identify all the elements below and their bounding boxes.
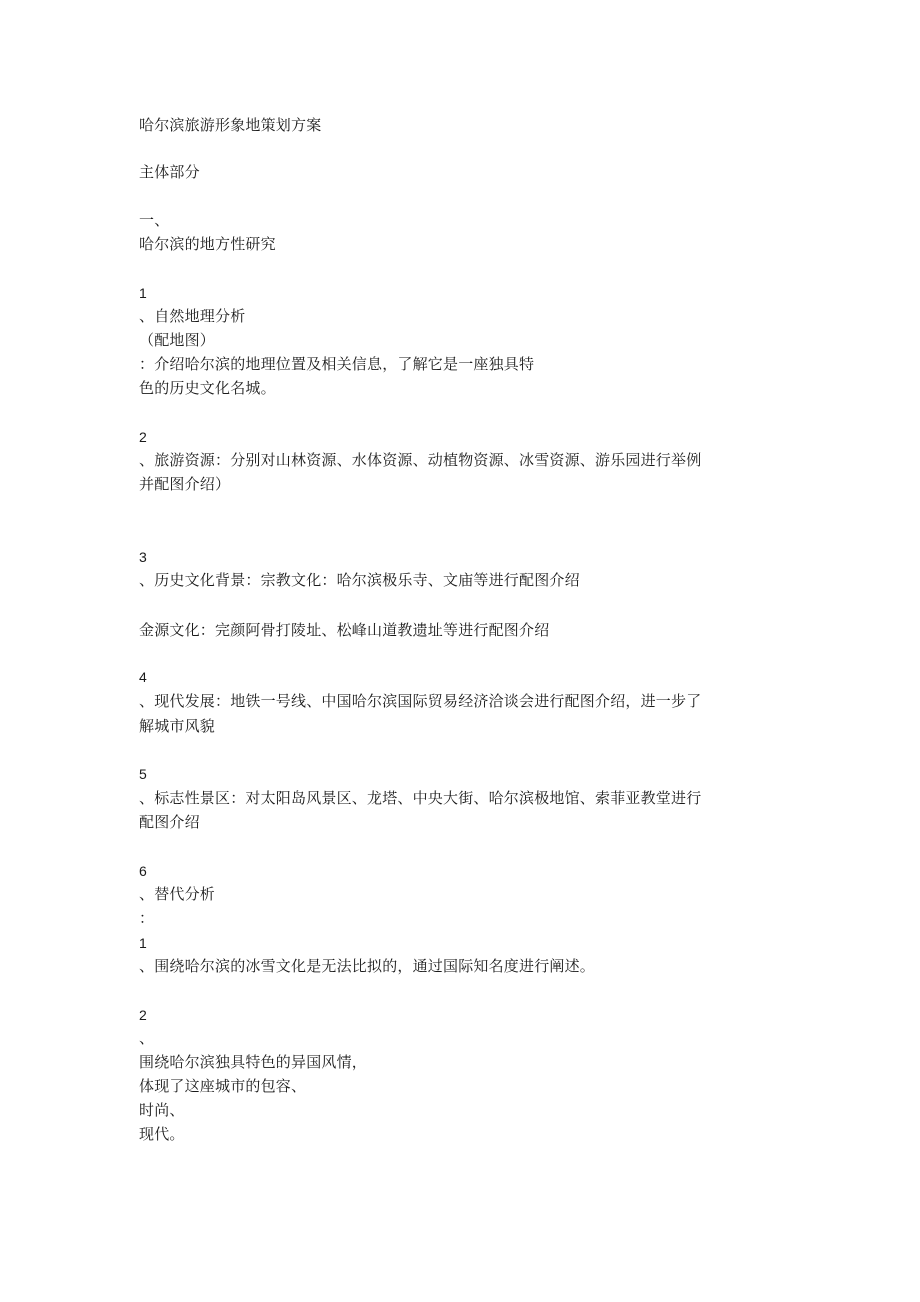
- item-2-line-2: 并配图介绍）: [139, 475, 231, 493]
- item-3-line-2: 金源文化：完颜阿骨打陵址、松峰山道教遗址等进行配图介绍: [139, 621, 550, 639]
- item-1-line-3: ：介绍哈尔滨的地理位置及相关信息，了解它是一座独具特: [139, 355, 535, 373]
- document-title: 哈尔滨旅游形象地策划方案: [139, 116, 322, 134]
- subitem-2-line-1: 、: [139, 1029, 155, 1047]
- item-1-line-4: 色的历史文化名城。: [139, 379, 276, 397]
- item-5-number: 5: [139, 766, 147, 782]
- subitem-2-line-3: 体现了这座城市的包容、: [139, 1077, 307, 1095]
- subitem-2-line-5: 现代。: [139, 1125, 185, 1143]
- item-2-line-1: 、旅游资源：分别对山林资源、水体资源、动植物资源、冰雪资源、游乐园进行举例: [139, 451, 702, 469]
- chapter-number: 一、: [139, 211, 170, 229]
- section-heading: 主体部分: [139, 163, 200, 181]
- subitem-2-line-2: 围绕哈尔滨独具特色的异国风情，: [139, 1053, 368, 1071]
- subitem-1-line-1: 、围绕哈尔滨的冰雪文化是无法比拟的，通过国际知名度进行阐述。: [139, 957, 596, 975]
- item-4-line-1: 、现代发展：地铁一号线、中国哈尔滨国际贸易经济洽谈会进行配图介绍，进一步了: [139, 692, 702, 710]
- item-4-number: 4: [139, 669, 147, 685]
- subitem-2-line-4: 时尚、: [139, 1101, 185, 1119]
- item-6-line-2: ：: [139, 909, 155, 927]
- subitem-1-number: 1: [139, 935, 147, 951]
- item-3-line-1: 、历史文化背景：宗教文化：哈尔滨极乐寺、文庙等进行配图介绍: [139, 571, 580, 589]
- item-6-line-1: 、替代分析: [139, 885, 216, 903]
- item-1-line-2: （配地图）: [139, 331, 216, 349]
- subitem-2-number: 2: [139, 1007, 147, 1023]
- item-5-line-2: 配图介绍: [139, 813, 200, 831]
- item-6-number: 6: [139, 863, 147, 879]
- item-1-number: 1: [139, 285, 147, 301]
- chapter-title: 哈尔滨的地方性研究: [139, 235, 276, 253]
- item-5-line-1: 、标志性景区：对太阳岛风景区、龙塔、中央大街、哈尔滨极地馆、索菲亚教堂进行: [139, 789, 702, 807]
- item-4-line-2: 解城市风貌: [139, 717, 216, 735]
- item-3-number: 3: [139, 549, 147, 565]
- item-1-line-1: 、自然地理分析: [139, 307, 246, 325]
- item-2-number: 2: [139, 429, 147, 445]
